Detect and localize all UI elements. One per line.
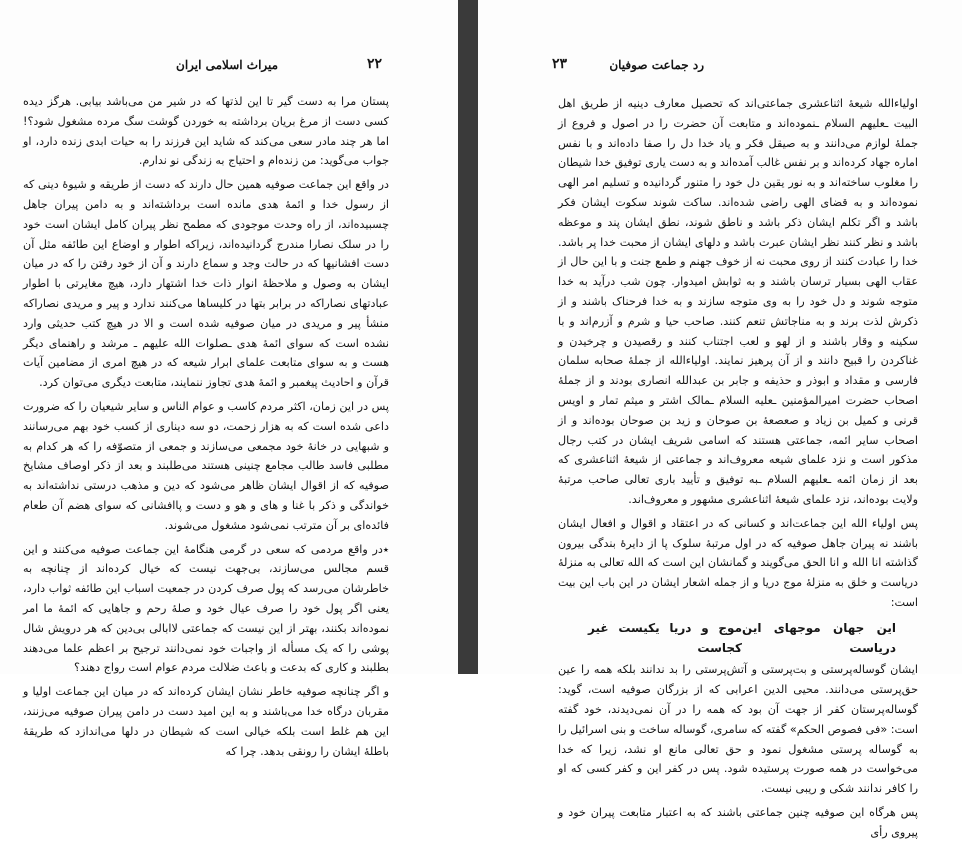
verse-hemistich: این جهان موجهای این دریاست [742,620,896,655]
paragraph: پستان مرا به دست گیر تا این لذتها که در شیر من می‌باشد بیابی. هرگز دیده کسی دست از مرغ بریان برداشته به خوردن گوشت سگ مرده مشغول شود؟! اما هر چند مادر سعی می‌کند که شاید این فرزند را به حیات ابدی زنده دارد، او جواب می‌گوید: من زنده‌ام و احتیاج به زندگی نو ندارم. [23,95,389,168]
paragraph: و اگر چنانچه صوفیه خاطر نشان ایشان کرده‌اند که در میان این جماعت اولیا و مقربان درگاه خدا می‌باشند و به این امید دست در دامن پیران صوفیه می‌زنند، این هم غلط است بلکه خیالی است که شیطان در دلها می‌اندازد که طریقهٔ باطلهٔ ایشان را رونقی بدهد. چرا که [23,685,389,758]
left-page-title: میراث اسلامی ایران [176,58,279,72]
paragraph: ٭در واقع مردمی که سعی در گرمی هنگامهٔ این جماعت صوفیه می‌کنند و این قسم مجالس می‌سازند، بی‌جهت نیست که خیال کرده‌اند از چنانچه به خاطرشان می‌رسد که پول صرف کردن در جمعیت اسباب این طائفه ثواب دارد، یعنی اگر پول خود را صرف عیال خود و صلهٔ رحم و جاهایی که ائمهٔ ما امر نموده‌اند بکنند، بهتر از این نیست که جماعتی لاابالی بی‌دین که هر درویش شال پوشی را که یک مسأله از واجبات خود نمی‌دانند ترجیح بر اعظم علما می‌دهند بطلبند و کاری که بدعت و باعث ضلالت مردم عوام است رواج دهند؟ [23,542,389,675]
paragraph: اولیاءالله شیعهٔ اثناعشری جماعتی‌اند که تحصیل معارف دینیه از طریق اهل البیت ـعلیهم السلام ـنموده‌اند و متابعت آن حضرت را در اصول و فروع از جملهٔ لوازم می‌دانند و به صیقل فکر و یاد خدا دل را صفا داده‌اند و با نفس اماره جهاد کرده‌اند و بر نفس غالب آمده‌اند و به دست یاری توفیق خدا شیطان را مغلوب ساخته‌اند و به نور یقین دل خود را متنور گردانیده و تسلیم امر الهی نموده‌اند و به قضای الهی راضی شده‌اند. ساکت شوند سکوت ایشان فکر باشد و اگر تکلم ایشان ذکر باشد و ناطق شوند، نطق ایشان پند و موعظه باشد و نظر کنند نظر ایشان عبرت باشد و دلهای ایشان از محبت خدا پر باشد. خدا را عبادت کنند از روی محبت نه از خوف جهنم و طمع جنت و با این حال از عقاب الهی بسیار ترسان باشند و به ثوابش امیدوار. چون شب درآید به خدا متوجه شوند و دل خود را به وی متوجه سازند و به خدا فرحناک باشند و از ذکرش لذت برند و به مناجاتش تنعم کنند. صاحب حیا و شرم و آزرم‌اند و با سکینه و وقار باشند و از لهو و لعب اجتناب کنند و رقصیدن و چرخیدن و غناکردن را قبیح دانند و از آن پرهیز نمایند. اولیاءالله از جملهٔ صحابه سلمان فارسی و مقداد و ابوذر و حذیفه و جابر بن عبدالله انصاری بودند و از جملهٔ اصحاب حضرت امیرالمؤمنین ـعلیه السلام ـمالک اشتر و میثم تمار و اویس قرنی و کمیل بن زیاد و صعصعهٔ بن صوحان و زید بن صوحان بوده‌اند و از اصحاب سایر ائمه، جماعتی هستند که اسامی شریف ایشان در کتب رجال مذکور است و نزد علمای شیعه معروف‌اند و جماعتی از شیعهٔ اثناعشری که بعد از زمان ائمه ـعلیهم السلام ـبه توفیق و تأیید باری تعالی صاحب مرتبهٔ ولایت بوده‌اند، نزد علمای شیعهٔ اثناعشری مشهور و معروف‌اند. [558,97,918,506]
paragraph: پس در این زمان، اکثر مردم کاسب و عوام الناس و سایر شیعیان را که ضرورت داعی شده است که به هزار زحمت، دو سه دیناری از کسب خود بهم می‌رسانند و شبهایی در خانهٔ خود مجمعی می‌سازند و جمعی از متصوّفه را که هر کدام به مطلبی فاسد طالب مجامع چنینی هستند می‌طلبند و بعد از ذکر اوصاف مشایخ صوفیه که از اقوال ایشان ظاهر می‌شود که دین و مذهب درستی نداشته‌اند به خواندگی و ذکر با غنا و های و هو و دست و پاافشانی که سوای هضم آن طعام فائده‌ای بر آن مترتب نمی‌شود مشغول می‌شوند. [23,399,389,532]
right-page-title: رد جماعت صوفیان [609,58,704,72]
right-page-number: ۲۳ [552,56,568,72]
right-body-text [558,94,918,842]
verse-couplet [588,619,896,659]
paragraph: ایشان گوساله‌پرستی و بت‌پرستی و آتش‌پرستی را بد ندانند بلکه همه را عین حق‌پرستی می‌دانند. محیی الدین اعرابی که از بزرگان صوفیه است، گوید: گوساله‌پرستان کفر از جهت آن بود که همه را در آن نمی‌دیدند، خود گفته است: «فی فصوص الحکم» گفته که سامری، گوساله ساخت و بنی اسرائیل را به گوساله پرستی مشغول نمود و حق تعالی مانع او نشد، زیرا که خدا می‌خواست در همه صورت پرستیده شود. پس در کفر این و کفر کسی که او را کافر ندانند شکی و ریبی نیست. [558,663,918,796]
right-running-head [552,56,704,76]
paragraph: در واقع این جماعت صوفیه همین حال دارند که دست از طریقه و شیوهٔ دینی که از رسول خدا و ائمهٔ هدی مانده است برداشته‌اند و به دامن پیران جاهل چسبیده‌اند، از راه وحدت موجودی که مطمح نظر پیران کامل ایشان است خود را در سلک نصارا مندرج گردانیده‌اند، زیراکه اطوار و اوضاع این طائفه مثل آن دست افشانیها که در حالت وجد و سماع دارند و آن از خود رفتن را که در میان ایشان به وصول و ملاحظهٔ انوار ذات خدا اشتهار دارد، هیچ مغایرتی با اطوار عبادتهای نصاراکه در برابر بتها در کلیساها می‌کنند ندارد و پیر و مریدی نصاراکه منشأ پیر و مریدی در میان صوفیه شده است و الا در هیچ کتب حدیثی وارد نشده است که سوای ائمهٔ هدی ـصلوات الله علیهم ـ مرشد و راهنمای دیگر هست و به سوای متابعت علمای ابرار شیعه که در هیچ امری از مضامین آیات قرآن و احادیث پیغمبر و ائمهٔ هدی تجاوز ننمایند، متابعت دیگری می‌توان کرد. [23,178,389,390]
book-gutter [458,0,478,674]
left-page [0,0,458,758]
left-running-head [176,56,382,76]
paragraph: پس اولیاء الله این جماعت‌اند و کسانی که در اعتقاد و اقوال و افعال ایشان باشند نه پیران جاهل صوفیه که در اول مرتبهٔ سلوک پا از دایرهٔ بندگی بیرون گذاشته انا الله و انا الحق می‌گویند و گمانشان این است که الله تعالی به منزلهٔ دریاست و خلق به منزلهٔ موج دریا و از جمله اشعار ایشان در این باب این بیت است: [558,516,918,609]
left-body-text [23,92,389,761]
left-page-number: ۲۲ [366,56,382,72]
right-page [478,0,962,839]
paragraph: پس هرگاه این صوفیه چنین جماعتی باشند که به اعتبار متابعت پیران خود و پیروی رأی [558,805,918,839]
verse-hemistich: موج و دریا یکیست غیر کجاست [588,620,743,655]
